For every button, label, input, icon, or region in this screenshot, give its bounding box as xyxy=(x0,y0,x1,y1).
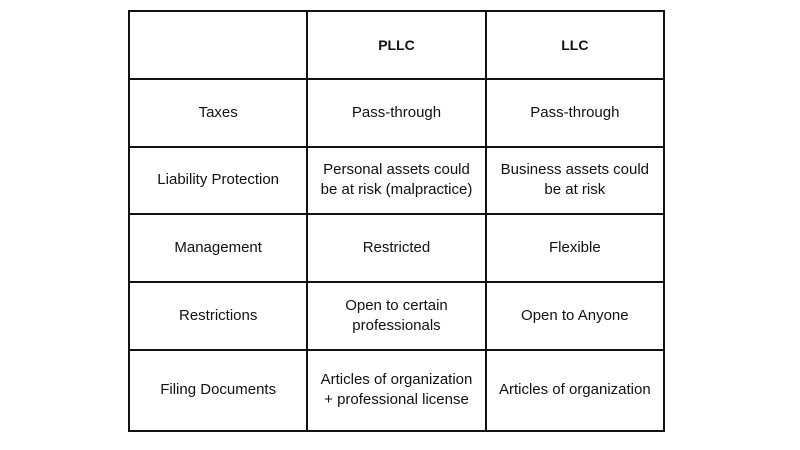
row-label: Restrictions xyxy=(129,282,307,350)
comparison-table xyxy=(128,10,665,432)
header-llc xyxy=(486,11,664,79)
row-label: Liability Protection xyxy=(129,147,307,215)
pllc-cell: Pass-through xyxy=(307,79,485,147)
pllc-cell: Open to certain professionals xyxy=(307,282,485,350)
llc-cell: Flexible xyxy=(486,214,664,282)
header-corner-cell xyxy=(129,11,307,79)
header-llc-label: LLC xyxy=(561,36,589,53)
llc-cell: Open to Anyone xyxy=(486,282,664,350)
table-row xyxy=(129,147,664,215)
pllc-cell: Personal assets could be at risk (malpractice) xyxy=(307,147,485,215)
row-label: Management xyxy=(129,214,307,282)
llc-cell: Business assets could be at risk xyxy=(486,147,664,215)
pllc-cell: Articles of organization + professional license xyxy=(307,350,485,431)
llc-cell: Pass-through xyxy=(486,79,664,147)
header-pllc xyxy=(307,11,485,79)
table-row xyxy=(129,282,664,350)
llc-cell: Articles of organization xyxy=(486,350,664,431)
row-label: Filing Documents xyxy=(129,350,307,431)
table-row xyxy=(129,350,664,431)
row-label: Taxes xyxy=(129,79,307,147)
table-row xyxy=(129,214,664,282)
pllc-cell: Restricted xyxy=(307,214,485,282)
table-row xyxy=(129,79,664,147)
table-header-row xyxy=(129,11,664,79)
header-pllc-label: PLLC xyxy=(378,36,415,53)
